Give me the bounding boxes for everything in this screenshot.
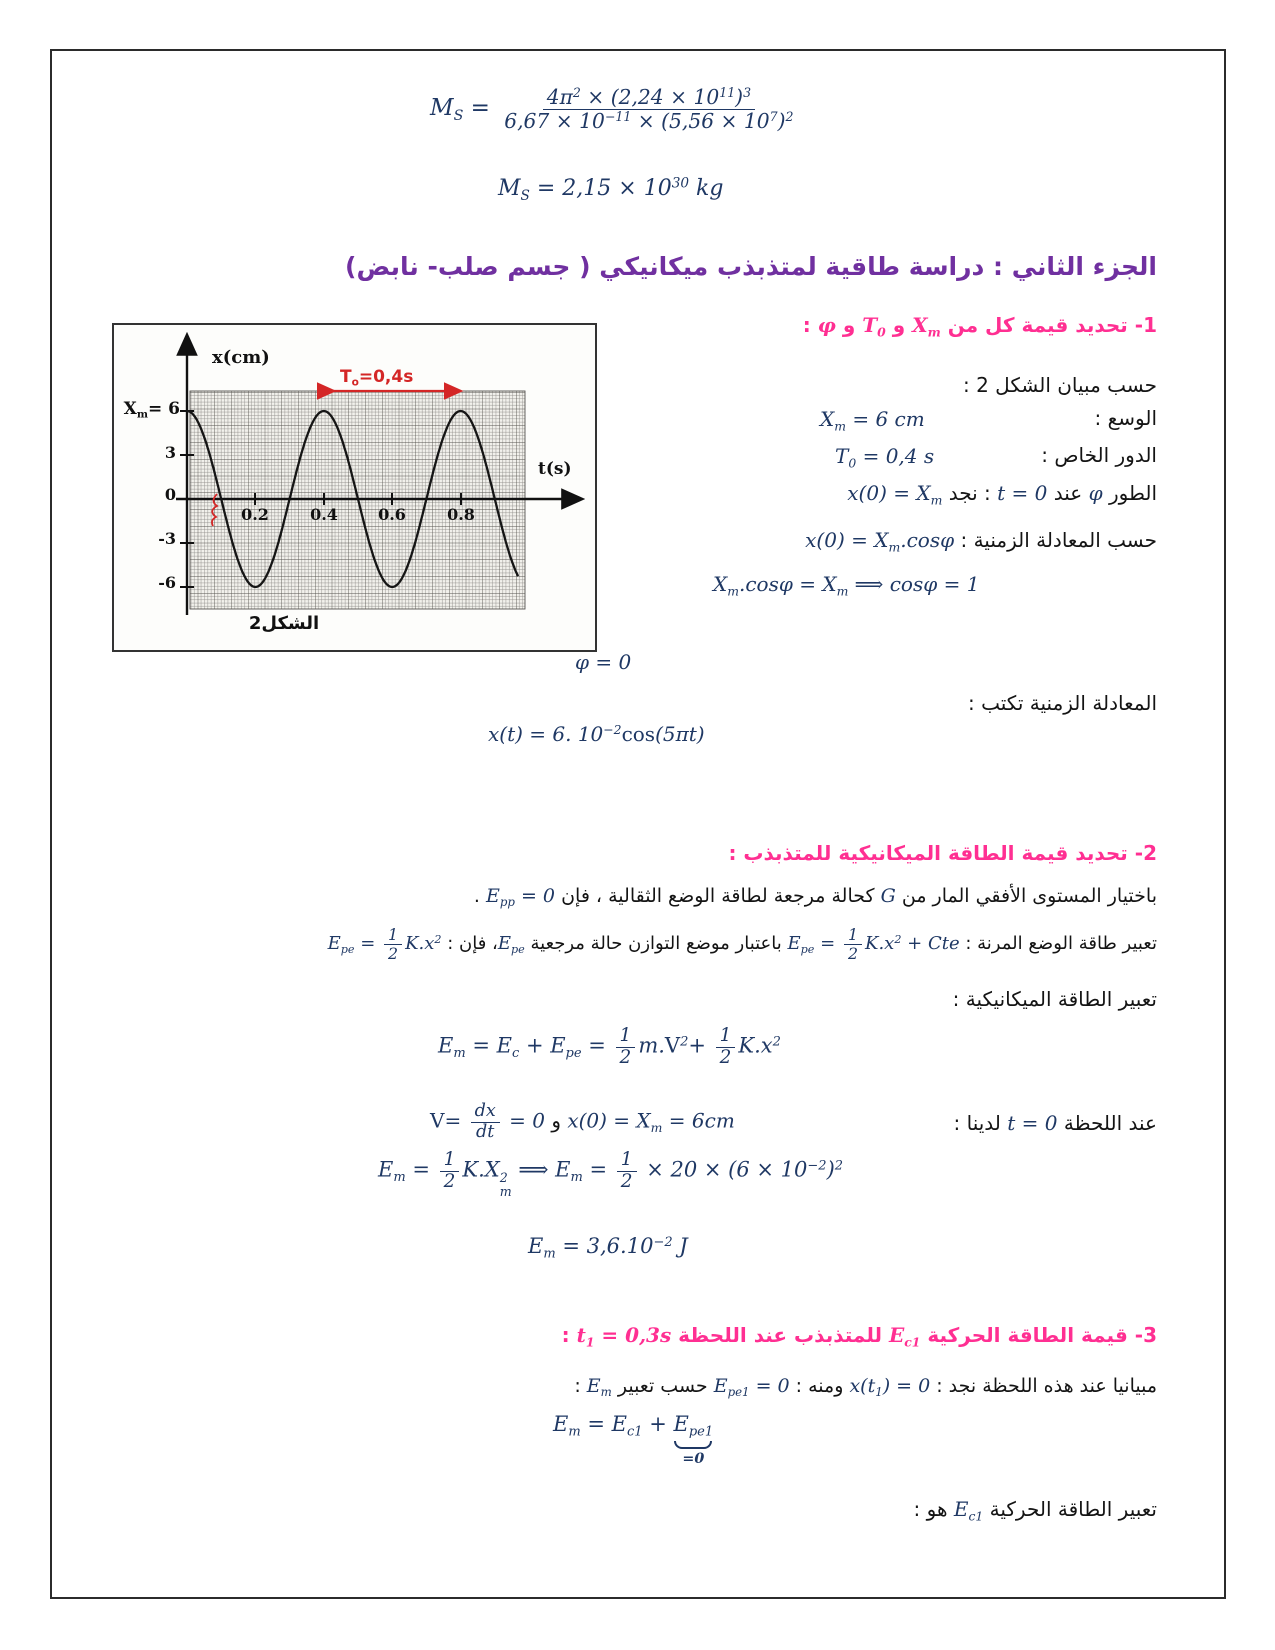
em-underbrace-equation: $E_m = E_{c1}$ + $E_{pe1}$ =0 [553, 1412, 714, 1468]
y-tick-neg3: -3 [158, 529, 176, 548]
q3-graph-line: مبيانيا عند هذه اللحظة نجد : $x(t_1) = 0$ ومنه : $E_{pe1} = 0$ حسب تعبير $E_m$ : [574, 1375, 1157, 1400]
period-label: الدور الخاص : [1041, 443, 1157, 467]
q3-ec1-line: تعبير الطاقة الحركية $E_{c1}$ هو : [913, 1497, 1157, 1524]
q2-em-expression-label: تعبير الطاقة الميكانيكية : [952, 987, 1157, 1011]
figure-caption: الشكل2 [248, 613, 320, 634]
formula-ms-result: $M_S = 2,15 \times 10^{30}$ kg [498, 175, 724, 204]
formula-ms-fraction: $M_S$ = $\frac{4\pi^2 \times (2,24 \times 10^{11})^3}{6,67 \times 10^{-11} \times (5,56 \times 10^7)^2}$ [430, 85, 794, 133]
q1-heading: 1- تحديد قيمة كل من $X_m$ و $T_0$ و φ : [802, 313, 1157, 340]
q2-reference-line: باختيار المستوى الأفقي المار من G كحالة مرجعة لطاقة الوضع الثقالية ، فإن $E_{pp} = 0$ . [473, 885, 1157, 910]
cos-equation: $X_m.\cos\varphi = X_m$ ⟹ cosφ = 1 [713, 572, 980, 599]
phi-zero-result: φ = 0 [575, 650, 632, 674]
time-equation-line: حسب المعادلة الزمنية : $x(0) = X_m.\cos\varphi$ [805, 528, 1157, 555]
phase-line: الطور φ عند t = 0 : نجد $x(0) = X_m$ [847, 481, 1157, 508]
x-tick-0-4: 0.4 [310, 505, 338, 524]
at-t0-values: V= $\frac{dx}{dt}$ = 0 و $x(0) = X_m = 6cm$ [430, 1101, 735, 1142]
at-t0-label: عند اللحظة t = 0 لدينا : [953, 1111, 1157, 1135]
y-axis-label: x(cm) [212, 347, 270, 368]
em-calculation: $E_m$ = $\frac{1}{2}$ K.X 2 m ⟹ $E_m$ = $\frac{1}{2}$ × $20 \times (6 \times 10^{-2})^2$ [378, 1149, 844, 1199]
y-tick-0: 0 [164, 485, 176, 504]
x-axis-label: t(s) [538, 459, 572, 479]
period-annotation: $T_o=0,4s$ [340, 367, 414, 389]
em-result: $E_m = 3,6.10^{-2}$ J [528, 1234, 688, 1262]
xt-equation: x(t) = 6. $10^{-2}\cos(5\pi t)$ [488, 722, 705, 746]
x-tick-0-8: 0.8 [447, 505, 475, 524]
y-tick-neg6: -6 [158, 573, 176, 592]
q3-heading: 3- قيمة الطاقة الحركية $E_{c1}$ للمتذبذب عند اللحظة $t_1 = 0,3s$ : [561, 1323, 1157, 1350]
figure-2 [112, 323, 597, 652]
part2-heading: الجزء الثاني : دراسة طاقية لمتذبذب ميكانيكي ( جسم صلب- نابض) [345, 252, 1157, 281]
y-tick-3: 3 [164, 443, 176, 462]
q2-epe-line: تعبير طاقة الوضع المرنة : $E_{pe}$ = $\frac{1}{2}$ $K.x^2$ + Cte باعتبار موضع التوازن حالة مرجعية $E_{pe}،$ فإن : $E_{pe}$ = $\frac{1}{2}$ $K.x^2$ [327, 925, 1157, 963]
x-tick-0-6: 0.6 [378, 505, 406, 524]
amplitude-label: الوسع : [1094, 406, 1157, 430]
amplitude-value: $X_m = 6$ cm [820, 407, 925, 434]
xm-tick-label: $X_m= 6$ [123, 399, 180, 421]
em-expression: $E_m = E_c + E_{pe}$ = $\frac{1}{2}$ $m.V^2+$ $\frac{1}{2}$ $K.x^2$ [438, 1025, 781, 1068]
q1-graph-ref-line: حسب مبيان الشكل 2 : [962, 373, 1157, 397]
period-value: $T_0 = 0,4$ s [835, 444, 935, 471]
q2-heading: 2- تحديد قيمة الطاقة الميكانيكية للمتذبذب : [728, 841, 1157, 865]
equation-written-line: المعادلة الزمنية تكتب : [968, 691, 1157, 715]
x-tick-0-2: 0.2 [241, 505, 269, 524]
